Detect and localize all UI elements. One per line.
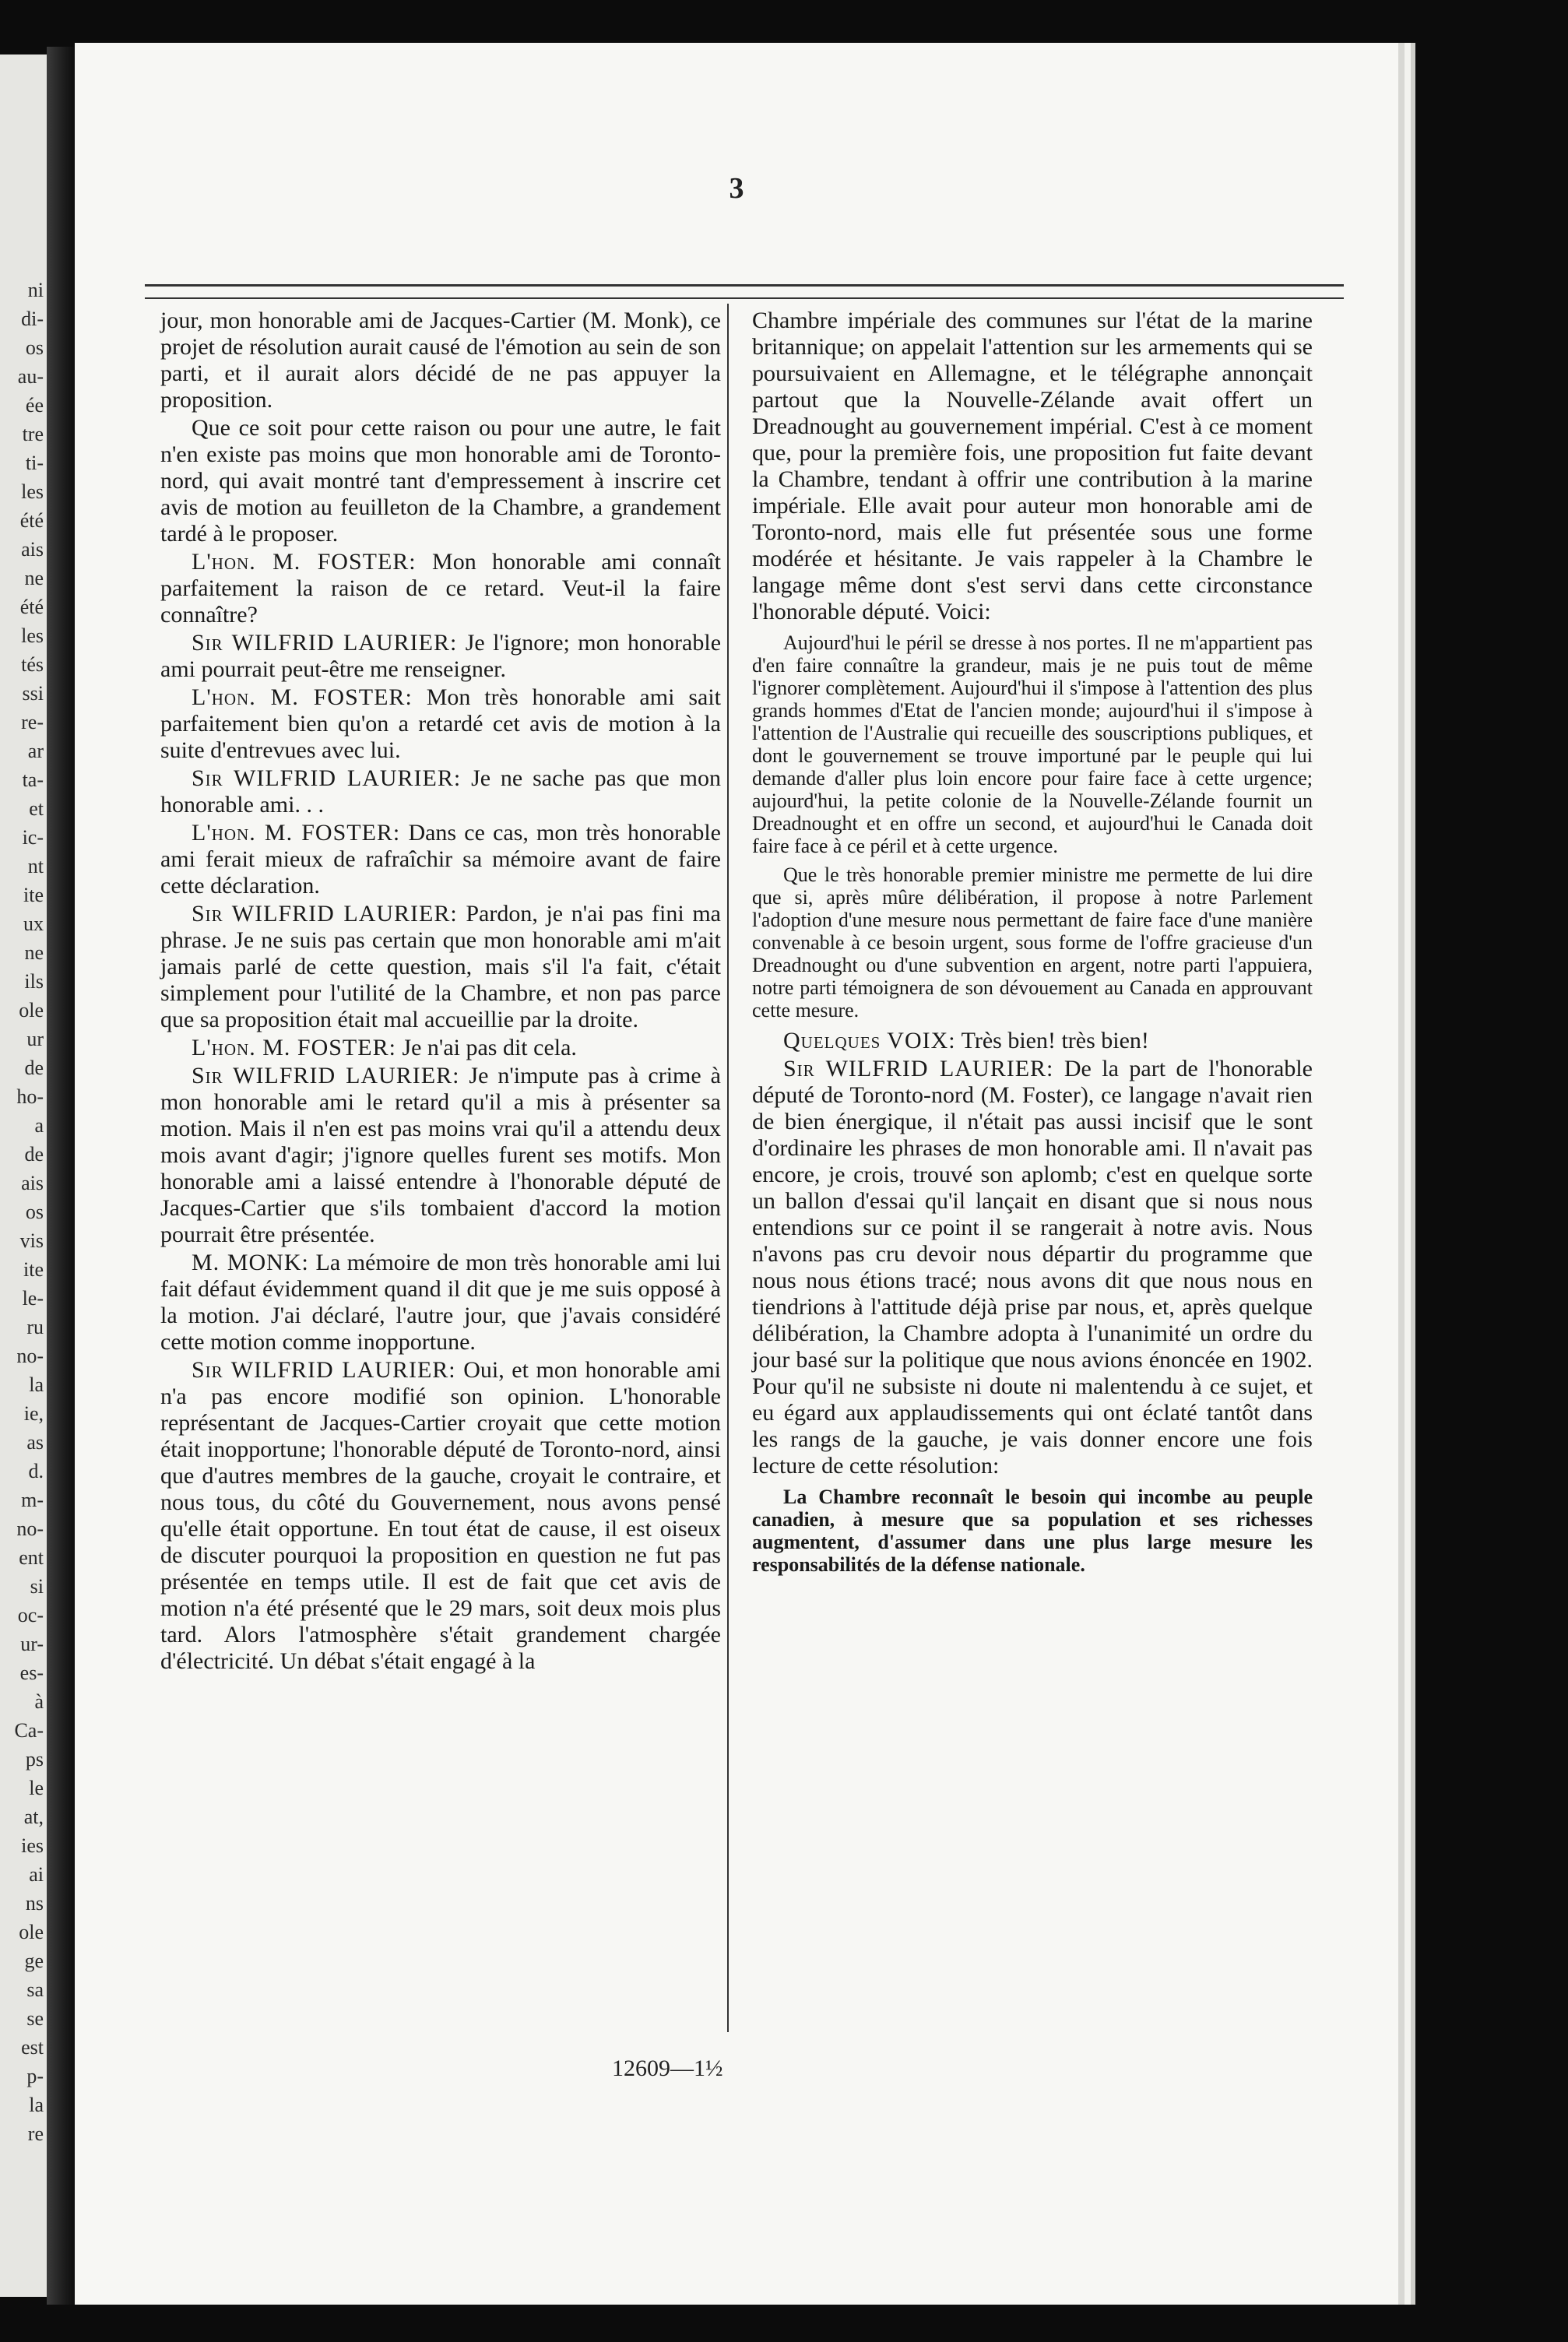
- speech-paragraph: [160, 630, 721, 683]
- speech-text: Je ne sache pas que mon honorable ami. . .: [160, 765, 721, 818]
- speech-text: Je n'ai pas dit cela.: [396, 1035, 577, 1060]
- quote-text: Que le très honorable premier ministre me permette de lui dire que si, après mûre délibération, il propose à notre Parlement l'adoption d'une mesure nous permettant de faire face d'une manière convenable à ce besoin urgent, sous forme de l'offre gracieuse d'un Dreadnought ou d'une subvention en argent, notre parti l'appuiera, notre parti témoignera de son dévouement au Canada en approuvant cette mesure.: [752, 863, 1313, 1022]
- previous-page-fragment: ru: [26, 1316, 44, 1338]
- previous-page-fragment: si: [30, 1575, 44, 1598]
- previous-page-fragment: p-: [26, 2065, 44, 2087]
- previous-page-fragment: de: [24, 1057, 44, 1079]
- previous-page-fragment: re-: [21, 711, 44, 733]
- speech-text: Très bien! très bien!: [955, 1028, 1149, 1053]
- previous-page-fragment: ni: [27, 279, 44, 301]
- previous-page-fragment: se: [26, 2007, 44, 2030]
- previous-page-fragment: a: [34, 1114, 44, 1137]
- previous-page-fragment: ns: [25, 1892, 44, 1915]
- speaker-name: L'hon. M. FOSTER:: [192, 684, 413, 710]
- previous-page-fragment: as: [26, 1431, 44, 1454]
- previous-page-fragment: tre: [22, 423, 44, 445]
- previous-page-fragment: ne: [24, 567, 44, 589]
- previous-page-fragment: été: [19, 596, 44, 618]
- previous-page-fragment: no-: [16, 1517, 44, 1540]
- previous-page-fragment: ur-: [20, 1633, 44, 1655]
- block-quote: [752, 1486, 1313, 1576]
- previous-page-fragment: ge: [24, 1950, 44, 1972]
- speaker-name: Quelques VOIX:: [783, 1028, 956, 1053]
- speech-paragraph: [160, 549, 721, 628]
- previous-page-fragment: m-: [21, 1489, 44, 1511]
- speech-paragraph: [160, 820, 721, 899]
- speech-text: De la part de l'honorable député de Toronto-nord (M. Foster), ce langage n'avait rien de bien énergique, il n'était pas aussi incisif que le sont d'ordinaire les phrases de mon honorable ami. Il n'avait pas encore, je crois, trouvé son aplomb; c'est en quelque sorte un ballon d'essai qu'il lançait en disant que si nous nous entendions sur ce point il se rangerait à notre avis. Nous n'avons pas cru devoir nous départir du programme que nous nous étions tracé; nous avons dit que nous nous en tiendrions à l'attitude déjà prise par nous, et, après quelque délibération, la Chambre adopta à l'unanimité un ordre du jour basé sur la politique que nous avions énoncée en 1902. Pour qu'il ne subsiste ni doute ni malentendu à ce sujet, et eu égard aux applaudissements qui ont éclaté tantôt dans les rangs de la gauche, je vais donner encore une fois lecture de cette résolution:: [752, 1056, 1313, 1479]
- printer-signature: 12609—1½: [612, 2055, 723, 2081]
- previous-page-fragment: et: [29, 797, 44, 820]
- previous-page-fragment: est: [21, 2036, 44, 2059]
- previous-page-fragment: été: [19, 509, 44, 532]
- previous-page-fragment: no-: [16, 1345, 44, 1367]
- previous-page-edge: [0, 55, 47, 2297]
- previous-page-fragment: la: [29, 2094, 44, 2116]
- previous-page-fragment: ar: [27, 740, 44, 762]
- speech-text: Dans ce cas, mon très honorable ami ferait mieux de rafraîchir sa mémoire avant de faire cette déclaration.: [160, 820, 721, 898]
- speech-text: Pardon, je n'ai pas fini ma phrase. Je ne suis pas certain que mon honorable ami m'ait jamais parlé de cette question, mais s'il l'a fait, c'était simplement pour l'utilité de la Chambre, et non pas parce que sa proposition était mal accueillie par la droite.: [160, 901, 722, 1032]
- previous-page-fragment: os: [25, 1201, 44, 1223]
- header-rule: [145, 284, 1344, 299]
- previous-page-fragment: sa: [26, 1978, 44, 2001]
- previous-page-fragment: la: [29, 1373, 44, 1396]
- previous-page-fragment: oc-: [17, 1604, 44, 1626]
- previous-page-fragment: à: [34, 1690, 44, 1713]
- speaker-name: L'hon. M. FOSTER:: [192, 820, 401, 846]
- quote-text: La Chambre reconnaît le besoin qui incombe au peuple canadien, à mesure que sa population et ses richesses augmentent, d'assumer dans une plus large mesure les responsabilités de la défense nationale.: [752, 1486, 1313, 1576]
- previous-page-fragment: ies: [21, 1834, 44, 1857]
- previous-page-fragment: ssi: [22, 682, 44, 705]
- speech-text: Oui, et mon honorable ami n'a pas encore modifié son opinion. L'honorable représentant de Jacques-Cartier croyait que cette motion était inopportune; l'honorable député de Toronto-nord, ainsi que d'autres membres de la gauche, croyait le contraire, et nous tous, du côté du Gouvernement, nous avons pensé qu'elle était opportune. En tout état de cause, il est oiseux de discuter pourquoi la proposition en question ne fut pas présentée en temps utile. Il est de fait que cet avis de motion n'a été présenté que le 29 mars, soit deux mois plus tard. Alors l'atmosphère s'était grandement chargée d'électricité. Un débat s'était engagé à la: [160, 1357, 721, 1674]
- paragraph-continued: Chambre impériale des communes sur l'état de la marine britannique; on appelait l'attention sur les armements qui se poursuivaient en Allemagne, et le télégraphe annonçait partout que la Nouvelle-Zélande avait offert un Dreadnought au gouvernement impérial. C'est à ce moment que, pour la première fois, une proposition fut faite devant la Chambre, tendant à offrir une contribution à la marine impériale. Elle avait pour auteur mon honorable ami de Toronto-nord, mais elle fut présentée sous une forme modérée et hésitante. Je vais rappeler à la Chambre le langage même dont s'est servi dans cette circonstance l'honorable député. Voici:: [752, 308, 1313, 624]
- speaker-name: Sir WILFRID LAURIER:: [192, 630, 458, 656]
- quote-text: Aujourd'hui le péril se dresse à nos portes. Il ne m'appartient pas d'en faire connaître la grandeur, mais je ne puis tout de même l'ignorer complètement. Aujourd'hui il s'impose à l'attention des plus grands hommes d'Etat de l'ancien monde; aujourd'hui il s'impose à l'attention de l'Australie qui recueille des souscriptions publiques, et dont le gouvernement se trouve importuné par le peuple qui lui demande d'aller plus loin encore pour faire face à cette urgence; aujourd'hui, la petite colonie de la Nouvelle-Zélande fournit un Dreadnought et en offre un second, et aujourd'hui le Canada doit faire face à ce péril et à cette urgence.: [752, 631, 1313, 857]
- speaker-name: Sir WILFRID LAURIER:: [783, 1056, 1054, 1081]
- speech-paragraph: [160, 765, 721, 818]
- speech-text: Mon honorable ami connaît parfaitement la raison de ce retard. Veut-il la faire connaître?: [160, 549, 722, 628]
- previous-page-fragment: ais: [21, 1172, 44, 1194]
- previous-page-fragment: ole: [19, 1921, 44, 1943]
- speech-paragraph: [160, 1063, 721, 1248]
- speech-paragraph: [752, 1056, 1313, 1479]
- speech-paragraph: [160, 1357, 721, 1675]
- speech-paragraph: [160, 684, 721, 764]
- block-quote: [752, 863, 1313, 1022]
- speech-text: La mémoire de mon très honorable ami lui fait défaut évidemment quand il dit que je me suis opposé à la motion. J'ai déclaré, l'autre jour, que j'avais considéré cette motion comme inopportune.: [160, 1250, 721, 1355]
- previous-page-fragment: ne: [24, 941, 44, 964]
- column-divider: [727, 304, 729, 2032]
- speaker-name: Sir WILFRID LAURIER:: [192, 1357, 456, 1383]
- previous-page-fragment: re: [27, 2122, 44, 2145]
- speaker-name: L'hon. M. FOSTER:: [192, 549, 417, 575]
- previous-page-fragment: ite: [23, 1258, 44, 1281]
- speaker-name: L'hon. M. FOSTER:: [192, 1035, 396, 1060]
- previous-page-fragment: nt: [27, 855, 44, 877]
- previous-page-fragment: le-: [22, 1287, 44, 1310]
- speech-text: Je n'impute pas à crime à mon honorable ami le retard qu'il a mis à présenter sa motion. Mais il n'en est pas moins vrai qu'il a attendu deux mois avant d'agir; j'ignore quelles furent ses motifs. Mon honorable ami a laissé entendre à l'honorable député de Jacques-Cartier que s'ils tombaient d'accord la motion pourrait être présentée.: [160, 1063, 721, 1247]
- previous-page-fragment: ps: [25, 1748, 44, 1771]
- previous-page-fragment: ai: [29, 1863, 44, 1886]
- previous-page-fragment: ite: [23, 884, 44, 906]
- previous-page-fragment: os: [25, 336, 44, 359]
- previous-page-fragment: ic-: [22, 826, 44, 849]
- paragraph: Que ce soit pour cette raison ou pour une autre, le fait n'en existe pas moins que mon honorable ami de Toronto-nord, qui avait montré tant d'empressement à inscrire cet avis de motion au feuilleton de la Chambre, a grandement tardé à le proposer.: [160, 415, 721, 547]
- previous-page-fragment: le: [29, 1777, 44, 1799]
- previous-page-fragment: ils: [24, 970, 44, 993]
- previous-page-fragment: at,: [23, 1806, 44, 1828]
- previous-page-fragment: ole: [19, 999, 44, 1022]
- left-column: [160, 308, 721, 1676]
- speaker-name: Sir WILFRID LAURIER:: [192, 765, 462, 791]
- speaker-name: Sir WILFRID LAURIER:: [192, 901, 458, 927]
- block-quote: [752, 631, 1313, 857]
- previous-page-fragment: ur: [26, 1028, 44, 1050]
- speaker-name: Sir WILFRID LAURIER:: [192, 1063, 460, 1088]
- previous-page-fragment: au-: [17, 365, 44, 388]
- previous-page-fragment: d.: [28, 1460, 44, 1482]
- speaker-name: M. MONK:: [192, 1250, 309, 1275]
- speech-text: Je l'ignore; mon honorable ami pourrait peut-être me renseigner.: [160, 630, 722, 682]
- previous-page-fragment: les: [21, 480, 44, 503]
- previous-page-fragment: ais: [21, 538, 44, 561]
- previous-page-fragment: ho-: [16, 1085, 44, 1108]
- right-column: [752, 308, 1313, 1582]
- previous-page-fragment: es-: [19, 1662, 44, 1684]
- speech-paragraph: [160, 1035, 721, 1061]
- previous-page-fragment: ent: [19, 1546, 44, 1569]
- previous-page-fragment: vis: [19, 1229, 44, 1252]
- previous-page-fragment: ée: [25, 394, 44, 417]
- previous-page-fragment: ux: [23, 913, 44, 935]
- page-number: 3: [729, 172, 744, 205]
- previous-page-fragment: di-: [21, 308, 44, 330]
- speech-text: Mon très honorable ami sait parfaitement bien qu'on a retardé cet avis de motion à la suite d'entrevues avec lui.: [160, 684, 721, 763]
- document-page: [75, 43, 1398, 2305]
- previous-page-fragment: de: [24, 1143, 44, 1166]
- speech-paragraph: [752, 1028, 1313, 1054]
- paragraph-continued: jour, mon honorable ami de Jacques-Cartier (M. Monk), ce projet de résolution aurait causé de l'émotion au sein de son parti, et il aurait alors décidé de ne pas appuyer la proposition.: [160, 308, 721, 413]
- book-spine: [47, 47, 78, 2305]
- previous-page-fragment: ta-: [22, 768, 44, 791]
- previous-page-fragment: ti-: [25, 452, 44, 474]
- previous-page-fragment: Ca-: [14, 1719, 44, 1742]
- previous-page-fragment: tés: [21, 653, 44, 676]
- speech-paragraph: [160, 1250, 721, 1356]
- previous-page-fragment: ie,: [23, 1402, 44, 1425]
- previous-page-fragment: les: [21, 624, 44, 647]
- speech-paragraph: [160, 901, 721, 1033]
